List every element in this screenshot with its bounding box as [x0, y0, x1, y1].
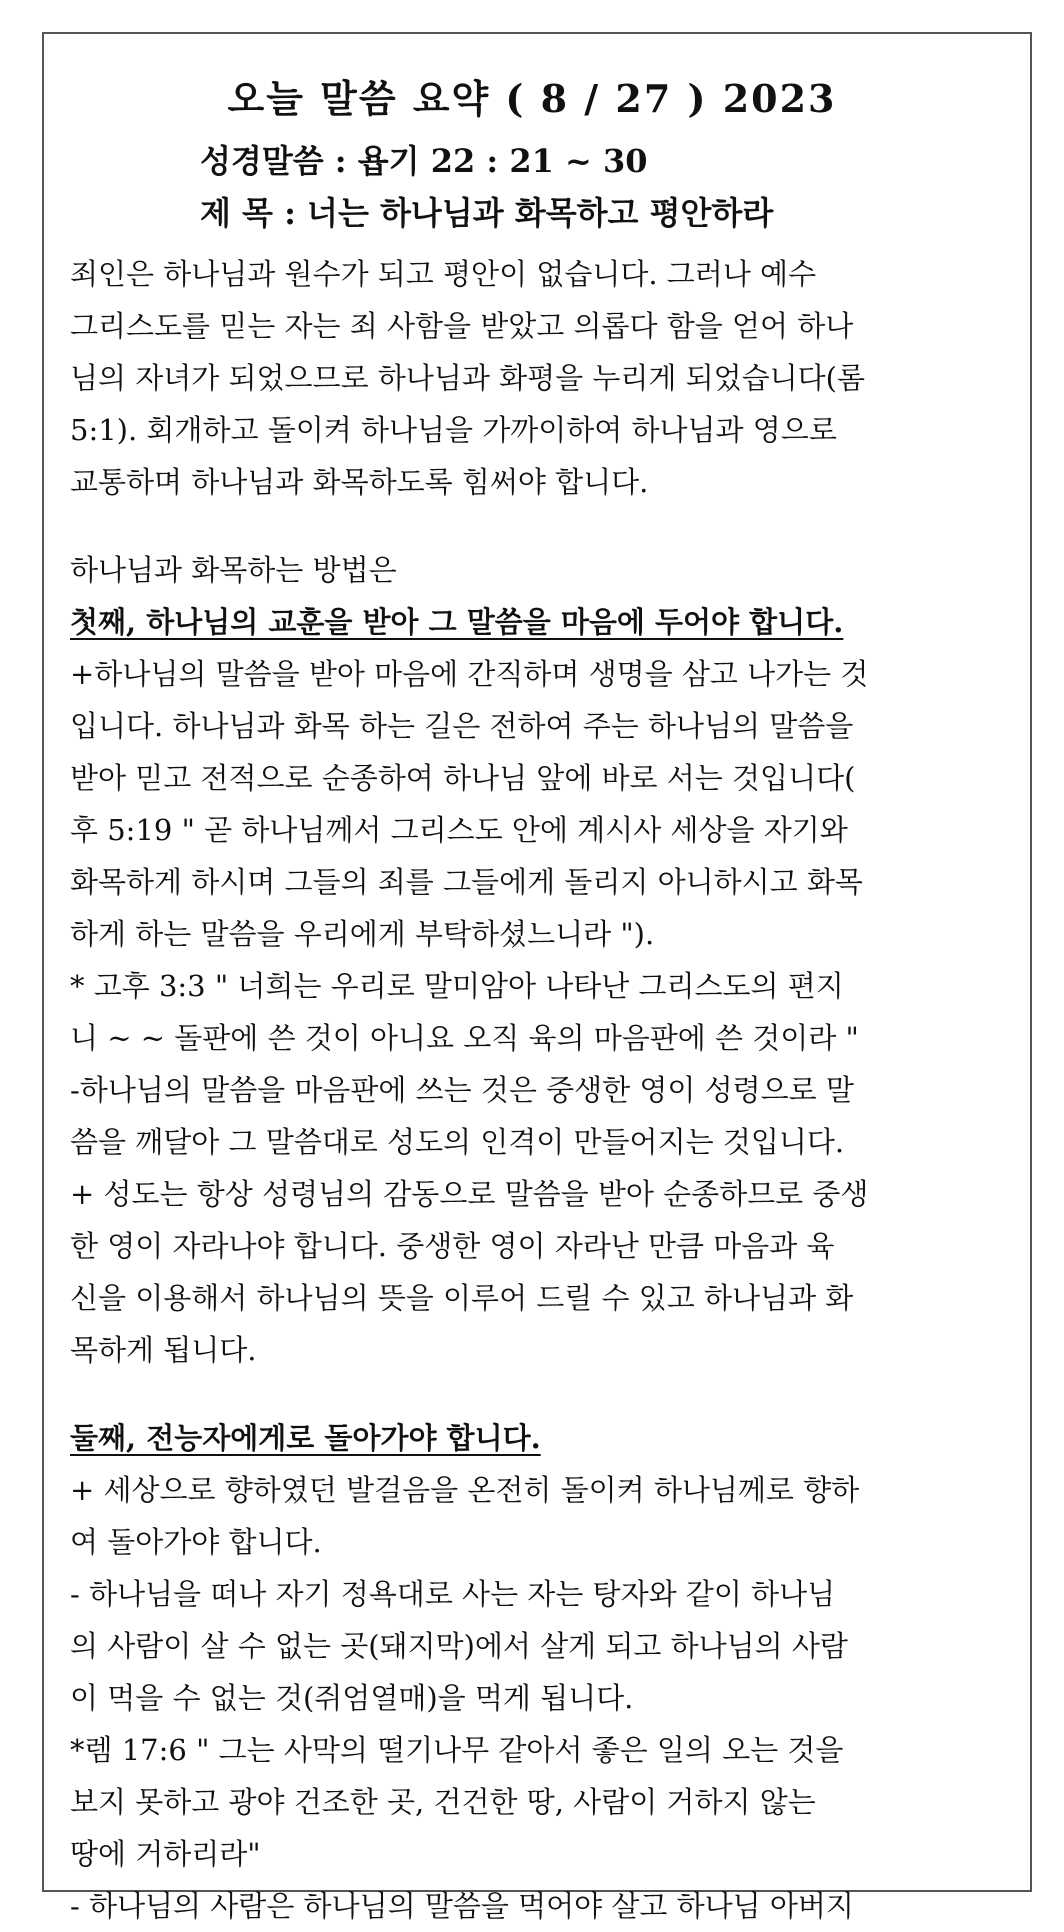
- body-line: *렘 17:6 " 그는 사막의 떨기나무 같아서 좋은 일의 오는 것을: [70, 1733, 844, 1767]
- body-line: 화목하게 하시며 그들의 죄를 그들에게 돌리지 아니하시고 화목: [70, 865, 863, 899]
- body-line: * 고후 3:3 " 너희는 우리로 말미암아 나타난 그리스도의 편지: [70, 969, 844, 1003]
- body-line: 신을 이용해서 하나님의 뜻을 이루어 드릴 수 있고 하나님과 화: [70, 1281, 854, 1315]
- body-line: 니 ~ ~ 돌판에 쓴 것이 아니요 오직 육의 마음판에 쓴 것이라 ": [70, 1021, 859, 1055]
- body-line: 땅에 거하리라": [70, 1837, 261, 1871]
- scripture-reference: 성경말씀 : 욥기 22 : 21 ~ 30: [200, 142, 648, 180]
- blank-line: [70, 1376, 1000, 1412]
- body-line: 씀을 깨달아 그 말씀대로 성도의 인격이 만들어지는 것입니다.: [70, 1125, 845, 1159]
- body-line: 한 영이 자라나야 합니다. 중생한 영이 자라난 만큼 마음과 육: [70, 1229, 835, 1263]
- body-line: + 성도는 항상 성령님의 감동으로 말씀을 받아 순종하므로 중생: [70, 1177, 869, 1211]
- body-line: 여 돌아가야 합니다.: [70, 1525, 322, 1559]
- body-line: 5:1). 회개하고 돌이켜 하나님을 가까이하여 하나님과 영으로: [70, 413, 837, 447]
- body-line: - 하나님의 사람은 하나님의 말씀을 먹어야 살고 하나님 아버지: [70, 1889, 854, 1923]
- body-line: -하나님의 말씀을 마음판에 쓰는 것은 중생한 영이 성령으로 말: [70, 1073, 854, 1107]
- body-line: 교통하며 하나님과 화목하도록 힘써야 합니다.: [70, 465, 649, 499]
- body-line: 입니다. 하나님과 화목 하는 길은 전하여 주는 하나님의 말씀을: [70, 709, 854, 743]
- sermon-body: [70, 248, 1000, 1932]
- sermon-subject: 제 목 : 너는 하나님과 화목하고 평안하라: [200, 194, 774, 232]
- section-heading-second: 둘째, 전능자에게로 돌아가야 합니다.: [70, 1421, 541, 1455]
- body-line: 받아 믿고 전적으로 순종하여 하나님 앞에 바로 서는 것입니다(: [70, 761, 856, 795]
- body-line: 이 먹을 수 없는 것(쥐엄열매)을 먹게 됩니다.: [70, 1681, 634, 1715]
- body-line: 님의 자녀가 되었으므로 하나님과 화평을 누리게 되었습니다(롬: [70, 361, 865, 395]
- body-line: 보지 못하고 광야 건조한 곳, 건건한 땅, 사람이 거하지 않는: [70, 1785, 816, 1819]
- section-heading-first: 첫째, 하나님의 교훈을 받아 그 말씀을 마음에 두어야 합니다.: [70, 605, 844, 639]
- body-line: 하게 하는 말씀을 우리에게 부탁하셨느니라 ").: [70, 917, 655, 951]
- body-line: +하나님의 말씀을 받아 마음에 간직하며 생명을 삼고 나가는 것: [70, 657, 869, 691]
- body-line: 후 5:19 " 곧 하나님께서 그리스도 안에 계시사 세상을 자기와: [70, 813, 848, 847]
- page-title: 오늘 말씀 요약 ( 8 / 27 ) 2023: [227, 76, 837, 121]
- body-line: 의 사람이 살 수 없는 곳(돼지막)에서 살게 되고 하나님의 사람: [70, 1629, 848, 1663]
- body-line: + 세상으로 향하였던 발걸음을 온전히 돌이켜 하나님께로 향하: [70, 1473, 860, 1507]
- blank-line: [70, 508, 1000, 544]
- body-line: 목하게 됩니다.: [70, 1333, 257, 1367]
- body-line: 그리스도를 믿는 자는 죄 사함을 받았고 의롭다 함을 얻어 하나: [70, 309, 854, 343]
- body-line: - 하나님을 떠나 자기 정욕대로 사는 자는 탕자와 같이 하나님: [70, 1577, 836, 1611]
- body-line: 죄인은 하나님과 원수가 되고 평안이 없습니다. 그러나 예수: [70, 257, 817, 291]
- body-line: 하나님과 화목하는 방법은: [70, 553, 397, 587]
